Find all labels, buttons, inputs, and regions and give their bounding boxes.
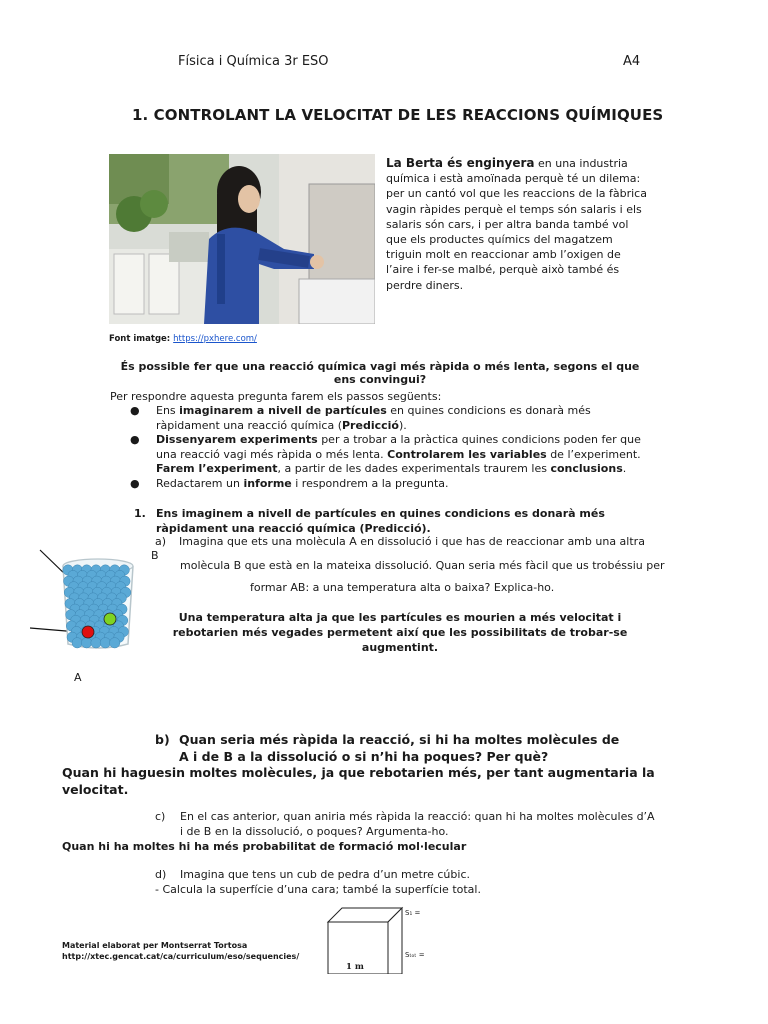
section1-heading: Ens imaginem a nivell de partícules en quines condicions es donarà més ràpidament una reacció química (Predicció).	[156, 507, 605, 535]
header-subject: Física i Química 3r ESO	[178, 54, 329, 69]
b2-h: .	[622, 462, 627, 475]
image-credit-link[interactable]: https://pxhere.com/	[173, 334, 257, 344]
bullet-dot-icon: ●	[130, 404, 140, 417]
cube-stot-label: Sₜₒₜ =	[405, 951, 425, 959]
qc-text: En el cas anterior, quan aniria més ràpida la reacció: quan hi ha moltes molècules d’A i de B en la dissolució, o poques? Argumenta-ho.	[180, 810, 655, 838]
b1-c: en quines condicions es donarà més ràpidament una reacció química (	[156, 404, 591, 432]
molecule-ball	[100, 638, 110, 648]
qa-line2: molècula B que està en la mateixa dissolució. Quan seria més fàcil que us trobéssiu per	[180, 559, 665, 572]
b2-f: , a partir de les dades experimentals traurem les	[277, 462, 551, 475]
b3-b: informe	[243, 477, 292, 490]
footer-url[interactable]: http://xtec.gencat.cat/ca/curriculum/eso/sequencies/	[62, 952, 300, 961]
section1-number: 1.	[134, 507, 146, 520]
qd-text: Imagina que tens un cub de pedra d’un metre cúbic.	[180, 868, 470, 881]
qd-sub: - Calcula la superfície d’una cara; també la superfície total.	[155, 883, 481, 896]
molecule-ball	[110, 638, 120, 648]
beaker-illustration	[30, 540, 140, 650]
b3-a: Redactarem un	[156, 477, 244, 490]
molecule-ball	[81, 638, 91, 648]
header-code: A4	[623, 54, 641, 69]
qb-text: Quan seria més ràpida la reacció, si hi ha moltes molècules de A i de B a la dissolució o si n’hi ha poques? Per què?	[179, 732, 620, 764]
image-credit	[109, 334, 257, 344]
b2-d: de l’experiment.	[546, 447, 641, 461]
qa-answer: Una temperatura alta ja que les partícules es mourien a més velocitat i rebotarien més vegades permetent així que les possibilitats de trobar-se augmentint.	[172, 611, 628, 654]
bullet-dot-icon: ●	[130, 433, 140, 446]
qc-answer: Quan hi ha moltes hi ha més probabilitat de formació mol·lecular	[62, 840, 467, 853]
b1-e: ).	[398, 418, 407, 432]
lab-photo	[109, 154, 375, 324]
b1-d: Predicció	[342, 418, 399, 432]
b2-c: Controlarem les variables	[387, 447, 547, 461]
qa-line1: Imagina que ets una molècula A en dissolució i que has de reaccionar amb una altra	[179, 535, 645, 548]
key-question: És possible fer que una reacció química vagi més ràpida o més lenta, segons el que ens convingui?	[120, 360, 640, 386]
qa-line3: formar AB: a una temperatura alta o baixa? Explica-ho.	[250, 581, 555, 594]
b2-e: Farem l’experiment	[156, 462, 278, 475]
bullet-item-3	[130, 477, 650, 492]
cube-edge-label: 1 m	[346, 962, 364, 972]
page-title: 1. CONTROLANT LA VELOCITAT DE LES REACCIONS QUÍMIQUES	[132, 106, 664, 124]
qc-label: c)	[155, 810, 166, 823]
b2-b: per a trobar a la pràctica quines condicions poden fer que una reacció vagi més ràpida o més lenta.	[156, 433, 641, 461]
b3-c: i respondrem a la pregunta.	[291, 477, 449, 490]
qa-label: a)	[155, 535, 167, 548]
molecule-b	[104, 613, 116, 625]
qb-answer: Quan hi haguesin moltes molècules, ja que rebotarien més, per tant augmentaria la velocitat.	[62, 765, 655, 797]
bullet-item-2	[130, 433, 650, 477]
beaker-label-a: A	[74, 671, 82, 684]
qb-label: b)	[155, 732, 170, 747]
steps-intro: Per respondre aquesta pregunta farem els passos següents:	[110, 390, 442, 403]
qd-label: d)	[155, 868, 167, 881]
b2-g: conclusions	[550, 462, 623, 475]
molecule-a	[82, 626, 94, 638]
bullet-item-1	[130, 404, 650, 433]
molecule-ball	[91, 638, 101, 648]
intro-lead: La Berta és enginyera	[386, 156, 535, 170]
image-credit-label: Font imatge:	[109, 334, 174, 344]
intro-text: en una industria química i està amoïnada perquè té un dilema: per un cantó vol que les reaccions de la fàbrica vagin ràpides perquè el temps són salaris i els salaris són cars, i per altra banda també vol que els productes químics del magatzem triguin molt en reaccionar amb l’oxigen de l’aire i fer-se malbé, perquè això també és perdre diners.	[386, 157, 647, 292]
cube-s1-label: S₁ =	[405, 909, 421, 917]
b1-b: imaginarem a nivell de partícules	[179, 404, 387, 417]
b1-a: Ens	[156, 404, 180, 417]
b2-a: Dissenyarem experiments	[156, 433, 318, 446]
molecule-ball	[72, 638, 82, 648]
bullet-dot-icon: ●	[130, 477, 140, 490]
intro-paragraph	[386, 156, 648, 293]
qa-b-letter: B	[151, 549, 159, 562]
beaker-svg	[30, 540, 140, 650]
footer-author: Material elaborat per Montserrat Tortosa	[62, 941, 248, 950]
